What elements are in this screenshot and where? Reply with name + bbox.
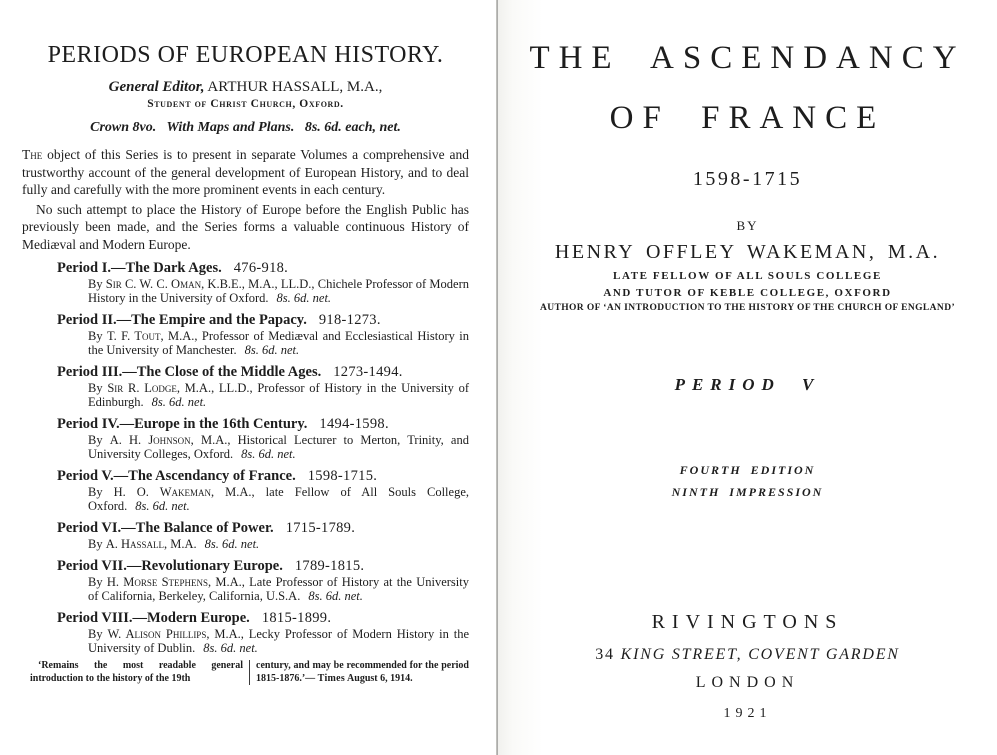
period-price: 8s. 6d. net.	[203, 641, 258, 655]
left-page-content	[22, 0, 469, 685]
period-price: 8s. 6d. net.	[135, 499, 190, 513]
period-dates: 476-918.	[233, 260, 289, 276]
period-entry-6	[22, 519, 469, 551]
series-period-label: PERIOD V	[674, 375, 821, 394]
period-description	[88, 627, 469, 655]
period-heading	[57, 467, 469, 485]
period-entry-4	[22, 415, 469, 461]
by-label: By	[88, 329, 107, 343]
by-label: By	[88, 575, 107, 589]
period-heading	[57, 609, 469, 627]
by-label: By	[88, 627, 108, 641]
footnote-date: August 6, 1914.	[345, 672, 413, 684]
book-author: HENRY OFFLEY WAKEMAN, M.A.	[554, 241, 941, 263]
period-name: Period V.—The Ascendancy of France.	[57, 468, 296, 484]
period-name: Period III.—The Close of the Middle Ages.	[57, 364, 322, 380]
period-dates: 1789-1815.	[294, 558, 365, 574]
edition-line2: NINTH IMPRESSION	[671, 485, 824, 499]
period-author: A. Hassall, M.A.	[105, 537, 197, 551]
review-footnote	[22, 660, 469, 685]
series-format-line: Crown 8vo. With Maps and Plans. 8s. 6d. each, net.	[90, 120, 401, 135]
address-number: 34	[595, 646, 621, 663]
right-page-content	[498, 0, 997, 723]
footnote-column-divider	[249, 660, 250, 685]
period-dates: 1815-1899.	[261, 610, 332, 626]
by-label: BY	[736, 218, 759, 233]
period-dates: 1715-1789.	[285, 520, 356, 536]
period-author-role: Lecky Professor of Modern History in the University of Dublin.	[88, 627, 469, 655]
author-credential-line3: AUTHOR OF ‘AN INTRODUCTION TO THE HISTORY OF THE CHURCH OF ENGLAND’	[539, 303, 956, 313]
footnote-right-column	[256, 660, 469, 685]
publisher-address	[498, 645, 997, 665]
period-name: Period VII.—Revolutionary Europe.	[57, 558, 283, 574]
address-street: KING STREET, COVENT GARDEN	[620, 646, 900, 663]
period-dates: 918-1273.	[318, 312, 381, 328]
edition-line1: FOURTH EDITION	[679, 463, 816, 477]
period-name: Period II.—The Empire and the Papacy.	[57, 312, 307, 328]
editor-label: General Editor,	[108, 79, 205, 95]
period-description	[88, 277, 469, 305]
book-title-line2: OF FRANCE	[609, 100, 886, 136]
period-description	[88, 575, 469, 603]
period-entry-2	[22, 311, 469, 357]
editor-name: ARTHUR HASSALL, M.A.,	[204, 79, 383, 95]
publisher-city: LONDON	[695, 674, 800, 691]
period-author: W. Alison Phillips, M.A.,	[107, 627, 244, 641]
period-author: A. H. Johnson, M.A.,	[109, 433, 231, 447]
publication-year: 1921	[723, 706, 772, 721]
period-entry-8	[22, 609, 469, 655]
series-title: PERIODS OF EUROPEAN HISTORY.	[47, 42, 444, 68]
period-entry-3	[22, 363, 469, 409]
right-page	[498, 0, 997, 755]
book-title-line1: THE ASCENDANCY	[529, 40, 966, 76]
by-label: By	[88, 381, 108, 395]
period-heading	[57, 311, 469, 329]
period-name: Period IV.—Europe in the 16th Century.	[57, 416, 308, 432]
period-author: Sir R. Lodge, M.A., LL.D.,	[107, 381, 253, 395]
period-author-role: Chichele Professor of Modern History in the University of Oxford.	[88, 277, 469, 305]
series-editor-line	[22, 78, 469, 96]
period-author: T. F. Tout, M.A.,	[106, 329, 198, 343]
period-description	[88, 537, 469, 551]
period-dates: 1494-1598.	[319, 416, 389, 432]
period-heading	[57, 415, 469, 433]
by-label: By	[88, 277, 106, 291]
by-label: By	[88, 485, 114, 499]
by-label: By	[88, 433, 110, 447]
period-entry-1	[22, 259, 469, 305]
period-author: H. O. Wakeman, M.A.,	[113, 485, 255, 499]
period-name: Period I.—The Dark Ages.	[57, 260, 222, 276]
period-description	[88, 381, 469, 409]
footnote-left-column: ‘Remains the most readable general introduction to the history of the 19th	[30, 660, 243, 684]
period-heading	[57, 259, 469, 277]
period-author: Sir C. W. C. Oman, K.B.E., M.A., LL.D.,	[105, 277, 315, 291]
period-heading	[57, 557, 469, 575]
left-page	[0, 0, 496, 755]
footnote-text: century, and may be recommended for the period 1815-1876.’—	[256, 660, 469, 684]
period-entry-7	[22, 557, 469, 603]
author-credential-line1: LATE FELLOW OF ALL SOULS COLLEGE	[613, 270, 882, 282]
period-price: 8s. 6d. net.	[308, 589, 363, 603]
book-date-range: 1598-1715	[692, 168, 803, 190]
intro-paragraph-2	[22, 201, 469, 254]
period-author: H. Morse Stephens, M.A.,	[106, 575, 245, 589]
period-author-role: late Fellow of All Souls College, Oxford.	[88, 485, 469, 513]
publisher-name: RIVINGTONS	[651, 611, 844, 633]
editor-affiliation: Student of Christ Church, Oxford.	[147, 98, 344, 110]
period-name: Period VIII.—Modern Europe.	[57, 610, 250, 626]
author-credential-line2: AND TUTOR OF KEBLE COLLEGE, OXFORD	[603, 287, 892, 299]
period-price: 8s. 6d. net.	[244, 343, 300, 357]
period-author-role: Late Professor of History at the University of California, Berkeley, California, U.S.A.	[88, 575, 469, 603]
period-heading	[57, 363, 469, 381]
period-author-role: Professor of Mediæval and Ecclesiastical History in the University of Manchester.	[88, 329, 469, 357]
period-author-role: Professor of History in the University of Edinburgh.	[88, 381, 470, 409]
period-name: Period VI.—The Balance of Power.	[57, 520, 274, 536]
period-description	[88, 485, 469, 513]
by-label: By	[88, 537, 106, 551]
paragraph-text: object of this Series is to present in separate Volumes a comprehensive and trustworthy account of the general development of European History, and to deal fully and carefully with the more prominent events in each century.	[22, 147, 469, 197]
period-price: 8s. 6d. net.	[276, 291, 332, 305]
period-dates: 1598-1715.	[307, 468, 378, 484]
period-author-role: Historical Lecturer to Merton, Trinity, and University Colleges, Oxford.	[88, 433, 469, 461]
period-price: 8s. 6d. net.	[241, 447, 296, 461]
footnote-source-name: Times	[317, 672, 346, 684]
paragraph-lead: The	[22, 147, 43, 162]
period-heading	[57, 519, 469, 537]
period-description	[88, 433, 469, 461]
period-price: 8s. 6d. net.	[151, 395, 207, 409]
period-price: 8s. 6d. net.	[204, 537, 260, 551]
period-dates: 1273-1494.	[333, 364, 403, 380]
paragraph-text: No such attempt to place the History of Europe before the English Public has previously been made, and the Series forms a valuable continuous History of Mediæval and Modern Europe.	[22, 201, 469, 252]
intro-paragraph-1	[22, 146, 469, 199]
period-description	[88, 329, 469, 357]
period-entry-5	[22, 467, 469, 513]
